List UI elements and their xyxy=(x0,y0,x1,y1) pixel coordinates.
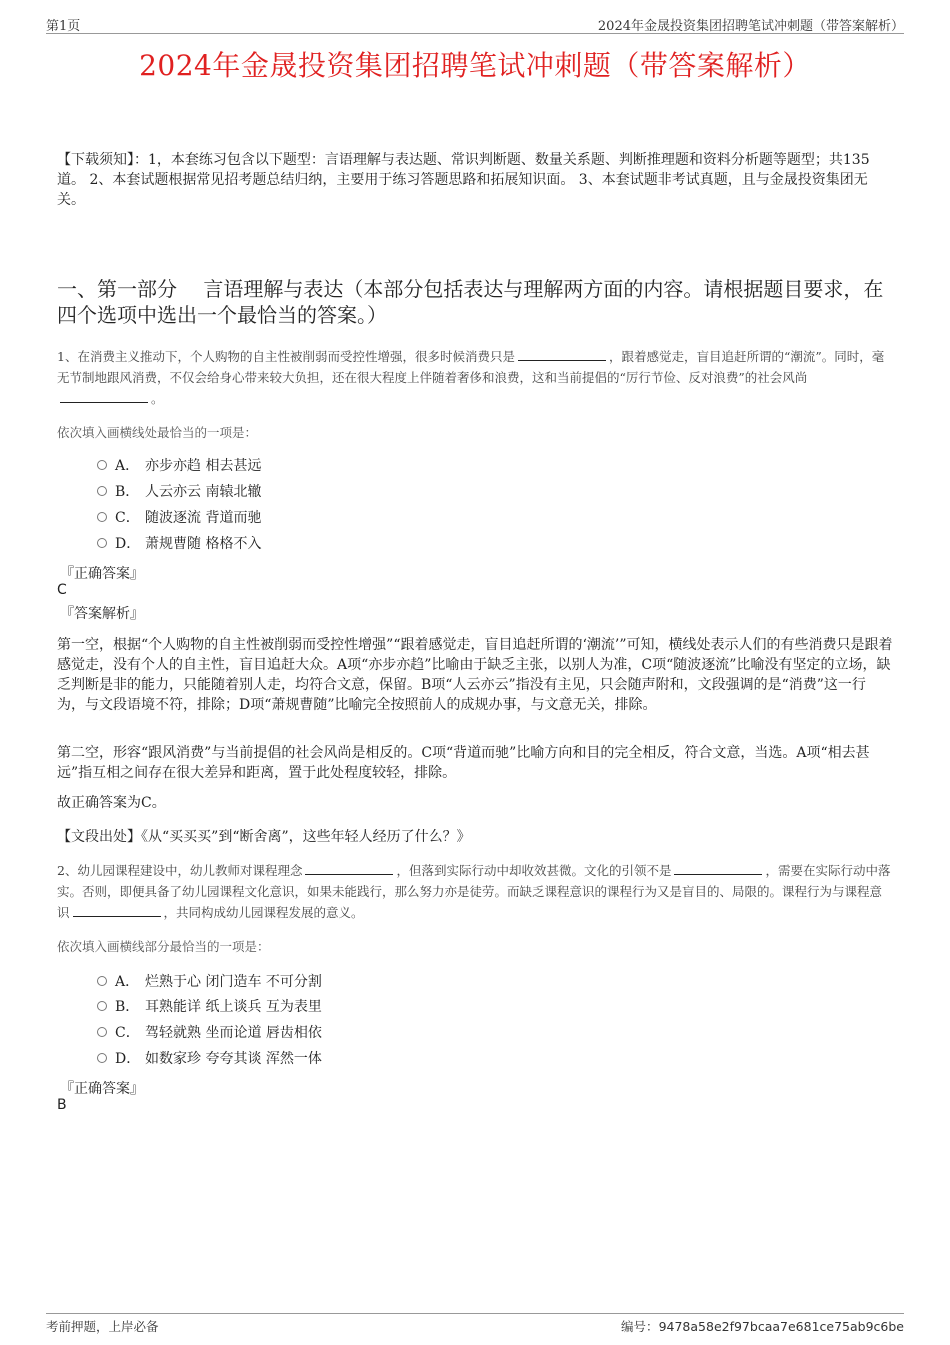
q2-text-part: 2、幼儿园课程建设中，幼儿教师对课程理念 xyxy=(57,863,303,878)
q1-answer: C xyxy=(57,582,67,598)
q1-option-b[interactable] xyxy=(97,482,261,502)
page-footer xyxy=(46,1313,904,1335)
q1-text-part: 1、在消费主义推动下，个人购物的自主性被削弱而受控性增强，很多时候消费只是 xyxy=(57,349,515,364)
option-text: 人云亦云 南辕北辙 xyxy=(145,484,262,500)
answer-blank xyxy=(73,904,161,917)
option-letter: B． xyxy=(115,999,140,1015)
q2-text-part: ，但落到实际行动中却收效甚微。文化的引领不是 xyxy=(396,863,672,878)
radio-icon[interactable] xyxy=(97,512,107,522)
option-letter: A． xyxy=(115,458,140,474)
q1-option-a[interactable] xyxy=(97,456,261,476)
option-text: 耳熟能详 纸上谈兵 互为表里 xyxy=(145,999,322,1015)
q1-answer-label: 『正确答案』 xyxy=(60,566,144,582)
q1-conclusion: 故正确答案为C。 xyxy=(57,795,166,811)
q1-source: 【文段出处】《从“买买买”到“断舍离”，这些年轻人经历了什么？》 xyxy=(57,829,471,845)
radio-icon[interactable] xyxy=(97,1001,107,1011)
page-header xyxy=(46,15,904,34)
option-letter: C． xyxy=(115,510,140,526)
question-1-text xyxy=(57,346,893,409)
q1-text-part: ，跟着感觉走，盲目追赶所谓的“潮流”。同时，毫无节制地跟风消费，不仅会给身心带来较大负担，还在很大程度上伴随着奢侈和浪费，这和当前提倡的“厉行节俭、反对浪费”的社会风尚 xyxy=(57,349,885,385)
option-letter: D． xyxy=(115,1051,141,1067)
option-letter: C． xyxy=(115,1025,140,1041)
radio-icon[interactable] xyxy=(97,1053,107,1063)
option-letter: A． xyxy=(115,974,140,990)
option-text: 驾轻就熟 坐而论道 唇齿相依 xyxy=(145,1025,322,1041)
option-text: 如数家珍 夸夸其谈 浑然一体 xyxy=(145,1051,322,1067)
option-text: 萧规曹随 格格不入 xyxy=(145,536,262,552)
footer-slogan: 考前押题，上岸必备 xyxy=(46,1319,159,1334)
question-2-text xyxy=(57,860,893,923)
q2-option-d[interactable] xyxy=(97,1049,322,1069)
answer-blank xyxy=(518,348,606,361)
radio-icon[interactable] xyxy=(97,486,107,496)
footer-code-label: 编号： xyxy=(621,1319,659,1334)
option-text: 烂熟于心 闭门造车 不可分割 xyxy=(145,974,322,990)
radio-icon[interactable] xyxy=(97,1027,107,1037)
footer-code-value: 9478a58e2f97bcaa7e681ce75ab9c6be xyxy=(658,1319,904,1334)
option-text: 亦步亦趋 相去甚远 xyxy=(145,458,262,474)
q2-option-b[interactable] xyxy=(97,997,322,1017)
answer-blank xyxy=(674,862,762,875)
header-doc-title: 2024年金晟投资集团招聘笔试冲刺题（带答案解析） xyxy=(597,19,904,34)
document-title: 2024年金晟投资集团招聘笔试冲刺题（带答案解析） xyxy=(139,49,811,82)
option-text: 随波逐流 背道而驰 xyxy=(145,510,262,526)
download-notice: 【下载须知】：1，本套练习包含以下题型：言语理解与表达题、常识判断题、数量关系题、判断推理题和资料分析题等题型；共135道。 2、本套试题根据常见招考题总结归纳，主要用于练习答题思路和拓展知识面。 3、本套试题非考试真题，且与金晟投资集团无关。 xyxy=(57,152,870,208)
q1-analysis-paragraph-1: 第一空，根据“个人购物的自主性被削弱而受控性增强”“跟着感觉走，盲目追赶所谓的‘潮流’”可知，横线处表示人们的有些消费只是跟着感觉走，没有个人的自主性，盲目追赶大众。A项“亦步亦趋”比喻由于缺乏主张，以别人为准，C项“随波逐流”比喻没有坚定的立场，缺乏判断是非的能力，只能随着别人走，均符合文意，保留。B项“人云亦云”指没有主见，只会随声附和，文段强调的是“消费”这一行为，与文段语境不符，排除；D项“萧规曹随”比喻完全按照前人的成规办事，与文意无关，排除。 xyxy=(57,637,893,713)
radio-icon[interactable] xyxy=(97,976,107,986)
answer-blank xyxy=(60,390,148,403)
footer-code xyxy=(621,1317,904,1335)
option-letter: D． xyxy=(115,536,141,552)
q1-text-part: 。 xyxy=(151,391,164,406)
section-heading: 一、第一部分 言语理解与表达（本部分包括表达与理解两方面的内容。请根据题目要求，在四个选项中选出一个最恰当的答案。） xyxy=(57,277,884,327)
q1-option-d[interactable] xyxy=(97,534,261,554)
q2-text-part: ，共同构成幼儿园课程发展的意义。 xyxy=(163,905,364,920)
option-letter: B． xyxy=(115,484,140,500)
q1-option-c[interactable] xyxy=(97,508,261,528)
radio-icon[interactable] xyxy=(97,460,107,470)
q2-answer-label: 『正确答案』 xyxy=(60,1081,144,1097)
q2-option-c[interactable] xyxy=(97,1023,322,1043)
question-1-prompt: 依次填入画横线处最恰当的一项是： xyxy=(57,425,258,440)
q2-answer: B xyxy=(57,1097,67,1113)
radio-icon[interactable] xyxy=(97,538,107,548)
page-number: 第1页 xyxy=(46,19,81,34)
answer-blank xyxy=(305,862,393,875)
q1-analysis-label: 『答案解析』 xyxy=(60,606,144,622)
question-2-prompt: 依次填入画横线部分最恰当的一项是： xyxy=(57,939,270,954)
q2-option-a[interactable] xyxy=(97,972,322,992)
q1-analysis-paragraph-2: 第二空，形容“跟风消费”与当前提倡的社会风尚是相反的。C项“背道而驰”比喻方向和目的完全相反，符合文意，当选。A项“相去甚远”指互相之间存在很大差异和距离，置于此处程度较轻，排除。 xyxy=(57,745,870,781)
q2-text-part: ，需要在实际行动中落实。否则，即便具备了幼儿园课程文化意识，如果未能践行，那么努力亦是徒劳。而缺乏课程意识的课程行为又是盲目的、局限的。课程行为与课程意识 xyxy=(57,863,891,920)
